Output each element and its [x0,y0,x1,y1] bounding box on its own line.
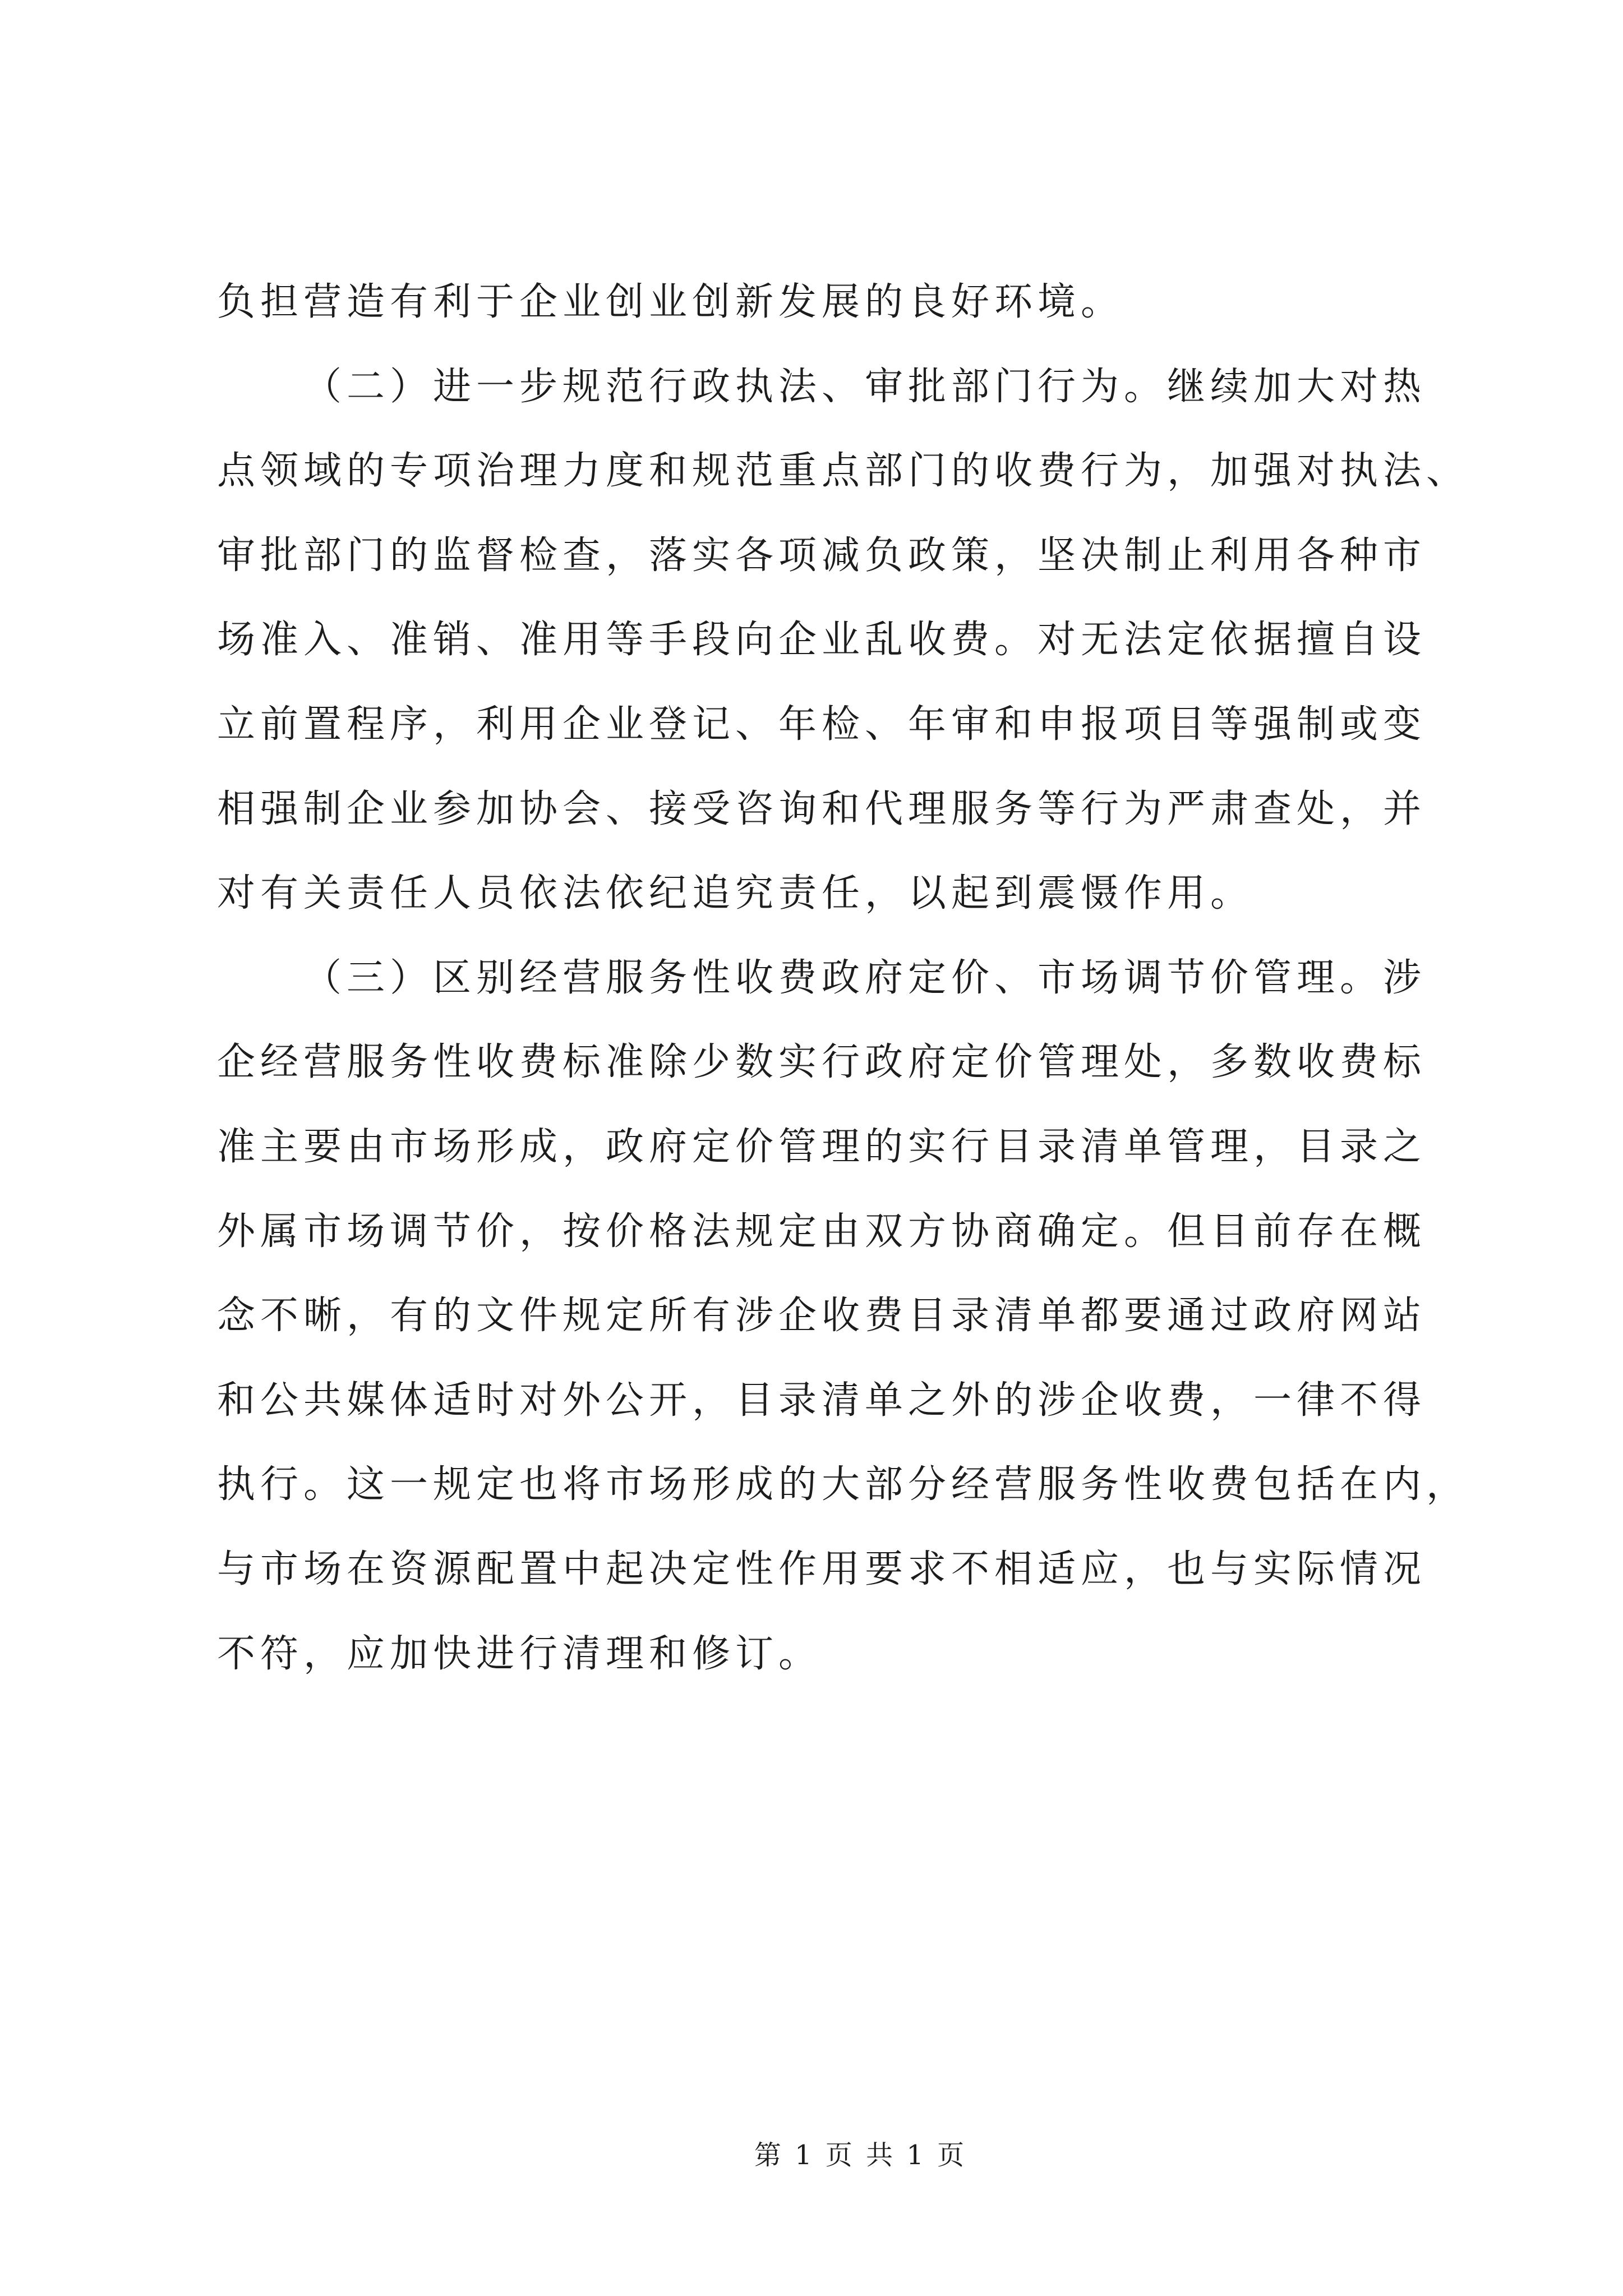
text-line: 审批部门的监督检查，落实各项减负政策，坚决制止利用各种市 [217,533,1427,578]
text-line: 准主要由市场形成，政府定价管理的实行目录清单管理，目录之 [217,1124,1427,1169]
text-line: 与市场在资源配置中起决定性作用要求不相适应，也与实际情况 [217,1547,1427,1591]
document-body [217,260,1563,1696]
text-line: （三）区别经营服务性收费政府定价、市场调节价管理。涉 [303,955,1427,1000]
text-line: （二）进一步规范行政执法、审批部门行为。继续加大对热 [303,364,1427,409]
text-line: 企经营服务性收费标准除少数实行政府定价管理处，多数收费标 [217,1040,1427,1085]
text-line: 执行。这一规定也将市场形成的大部分经营服务性收费包括在内， [217,1462,1470,1507]
text-line: 不符，应加快进行清理和修订。 [217,1631,822,1676]
text-line: 相强制企业参加协会、接受咨询和代理服务等行为严肃查处，并 [217,786,1427,831]
page-footer: 第 1 页 共 1 页 [754,2139,965,2171]
text-line: 场准入、准销、准用等手段向企业乱收费。对无法定依据擅自设 [217,618,1427,662]
text-line: 念不晰，有的文件规定所有涉企收费目录清单都要通过政府网站 [217,1294,1427,1338]
text-line: 负担营造有利于企业创业创新发展的良好环境。 [217,280,1124,324]
paragraph-section-2 [217,345,1563,936]
paragraph-continued [217,260,1563,345]
text-line: 和公共媒体适时对外公开，目录清单之外的涉企收费，一律不得 [217,1378,1427,1423]
text-line: 对有关责任人员依法依纪追究责任，以起到震慑作用。 [217,871,1254,916]
text-line: 外属市场调节价，按价格法规定由双方协商确定。但目前存在概 [217,1209,1427,1254]
text-line: 点领域的专项治理力度和规范重点部门的收费行为，加强对执法、 [217,449,1470,494]
paragraph-section-3 [217,936,1563,1696]
text-line: 立前置程序，利用企业登记、年检、年审和申报项目等强制或变 [217,702,1427,747]
